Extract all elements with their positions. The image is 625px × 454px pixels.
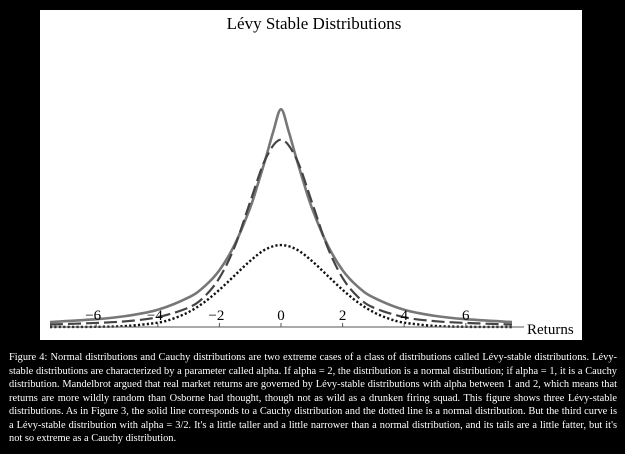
x-tick-label: 0 xyxy=(277,308,285,324)
x-tick-label: −2 xyxy=(208,308,225,324)
x-tick-label: 4 xyxy=(400,308,408,324)
series-line-dashed xyxy=(50,140,512,325)
x-tick-label: −6 xyxy=(85,308,102,324)
figure-panel xyxy=(40,10,582,340)
series-layer xyxy=(50,109,512,327)
x-tick-label: −4 xyxy=(146,308,163,324)
x-tick-label: 2 xyxy=(338,308,347,324)
chart-title: Lévy Stable Distributions xyxy=(226,14,402,33)
series-line-solid xyxy=(50,109,512,322)
x-tick-label: 6 xyxy=(462,308,470,324)
chart xyxy=(40,10,582,340)
figure-caption: Figure 4: Normal distributions and Cauchy distributions are two extreme cases of a class of distributions called Lévy-stable distributions. Lévy-stable distributions are characterized by a parameter called alpha. If alpha = 2, the distribution is a normal distribution; if alpha = 1, it is a Cauchy distribution. Mandelbrot argued that real market returns are governed by Lévy-stable distributions with alpha between 1 and 2, which means that returns are more wildly random than Osborne had thought, though not as wild as a drunken firing squad. This figure shows three Lévy-stable distributions. As in Figure 3, the solid line corresponds to a Cauchy distribution and the dotted line is a normal distribution. But the third curve is a Lévy-stable distribution with alpha = 3/2. It's a little taller and a little narrower than a normal distribution, and its tails are a little fatter, but it's not so extreme as a Cauchy distribution. xyxy=(9,352,617,444)
x-axis-label: Returns xyxy=(527,322,574,338)
